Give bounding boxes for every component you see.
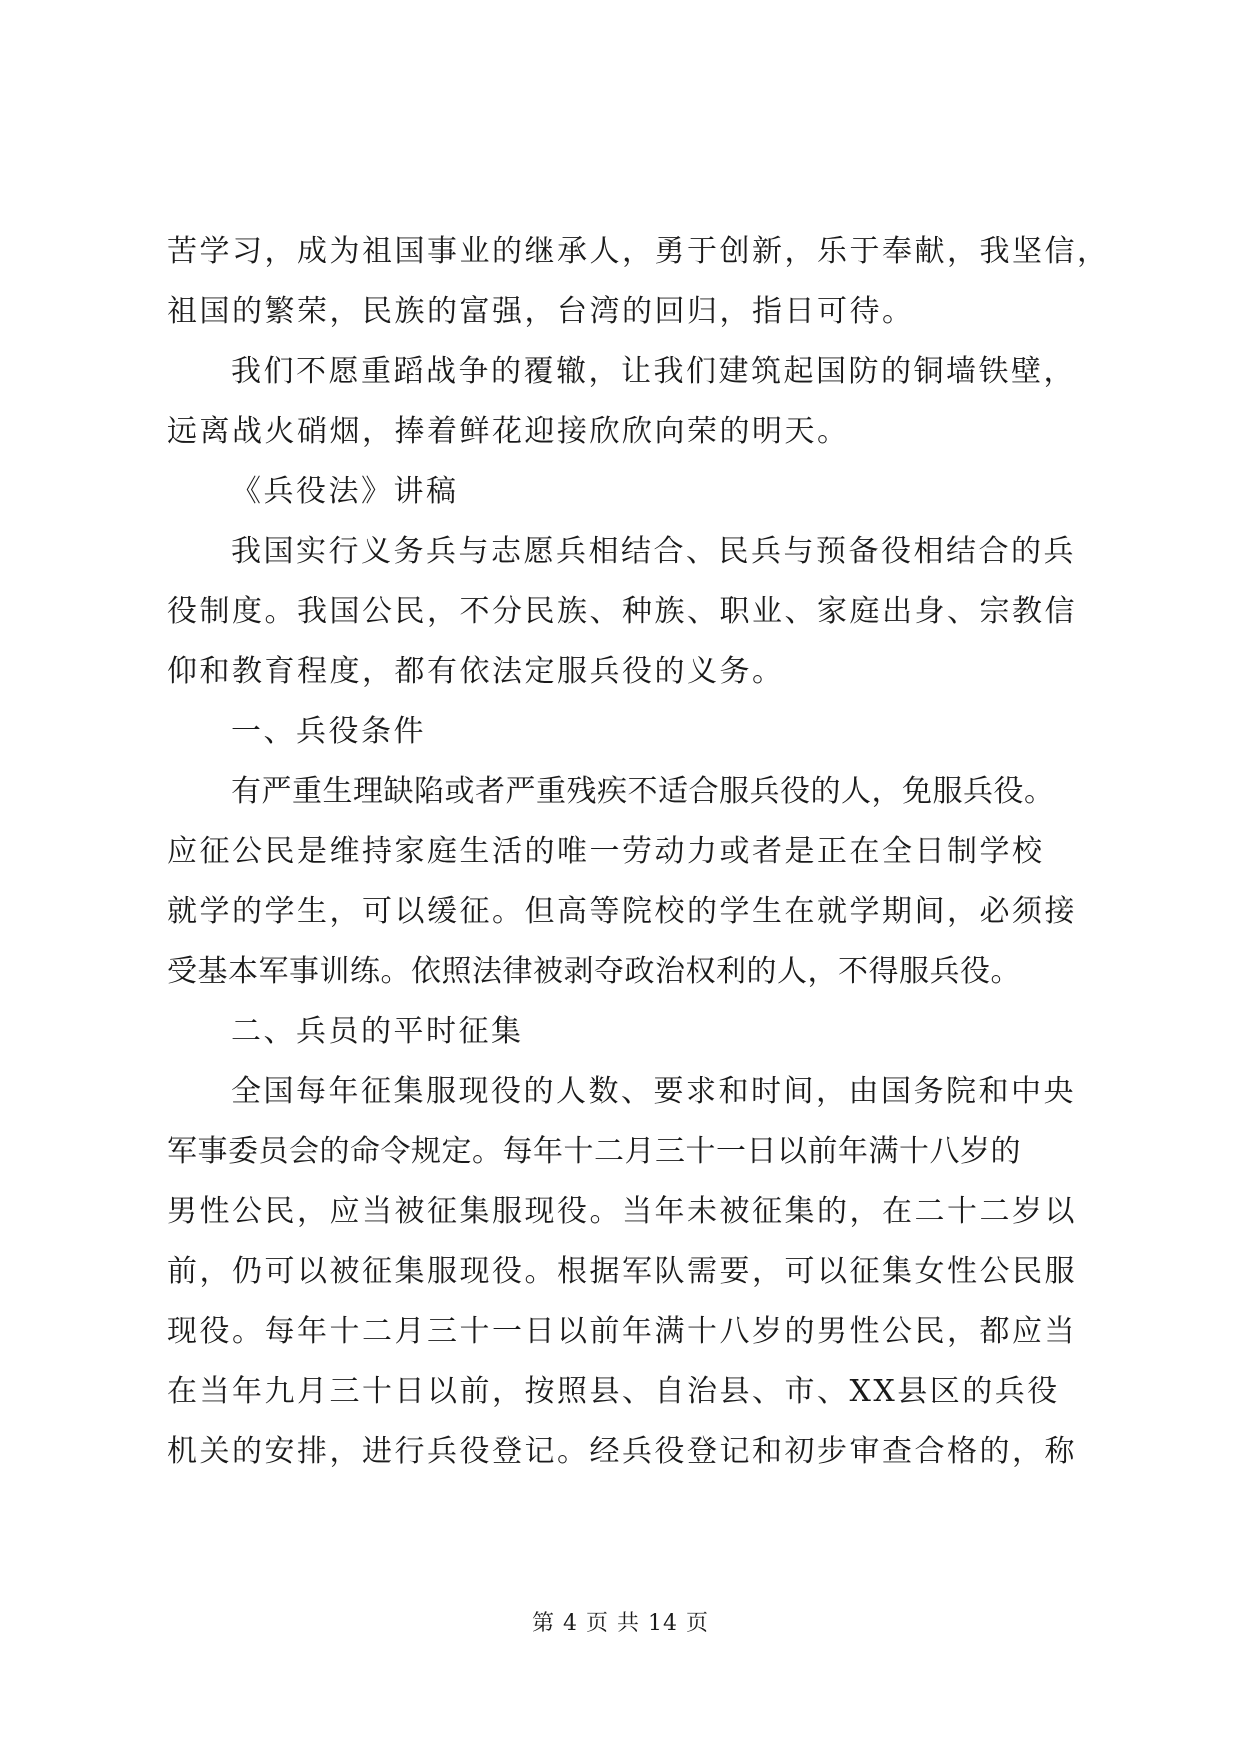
text-line: 苦学习，成为祖国事业的继承人，勇于创新，乐于奉献，我坚信， [167, 234, 1110, 269]
text-line: 前，仍可以被征集服现役。根据军队需要，可以征集女性公民服 [167, 1254, 1077, 1289]
text-line: 应征公民是维持家庭生活的唯一劳动力或者是正在全日制学校 [167, 834, 1045, 869]
text-line: 就学的学生，可以缓征。但高等院校的学生在就学期间，必须接 [167, 894, 1077, 929]
section-heading: 一、兵役条件 [231, 714, 426, 749]
section-heading: 二、兵员的平时征集 [231, 1014, 524, 1049]
text-line: 男性公民，应当被征集服现役。当年未被征集的，在二十二岁以 [167, 1194, 1077, 1229]
text-line: 机关的安排，进行兵役登记。经兵役登记和初步审查合格的，称 [167, 1434, 1077, 1469]
text-line: 军事委员会的命令规定。每年十二月三十一日以前年满十八岁的 [167, 1134, 1021, 1169]
text-line: 仰和教育程度，都有依法定服兵役的义务。 [167, 654, 785, 689]
page-number-footer: 第 4 页 共 14 页 [532, 1611, 709, 1636]
section-title: 《兵役法》讲稿 [231, 474, 459, 509]
text-line: 受基本军事训练。依照法律被剥夺政治权利的人，不得服兵役。 [167, 954, 1021, 989]
document-body [167, 222, 1110, 1482]
text-line: 祖国的繁荣，民族的富强，台湾的回归，指日可待。 [167, 294, 915, 329]
paragraph-start-line: 有严重生理缺陷或者严重残疾不适合服兵役的人，免服兵役。 [231, 774, 1055, 809]
text-line: 现役。每年十二月三十一日以前年满十八岁的男性公民，都应当 [167, 1314, 1077, 1349]
paragraph-start-line: 我们不愿重蹈战争的覆辙，让我们建筑起国防的铜墙铁壁， [231, 354, 1076, 389]
text-line: 役制度。我国公民，不分民族、种族、职业、家庭出身、宗教信 [167, 594, 1077, 629]
text-line: 远离战火硝烟，捧着鲜花迎接欣欣向荣的明天。 [167, 414, 850, 449]
text-line: 在当年九月三十日以前，按照县、自治县、市、XX县区的兵役 [167, 1374, 1060, 1409]
paragraph-start-line: 我国实行义务兵与志愿兵相结合、民兵与预备役相结合的兵 [231, 534, 1076, 569]
paragraph-start-line: 全国每年征集服现役的人数、要求和时间，由国务院和中央 [231, 1074, 1076, 1109]
